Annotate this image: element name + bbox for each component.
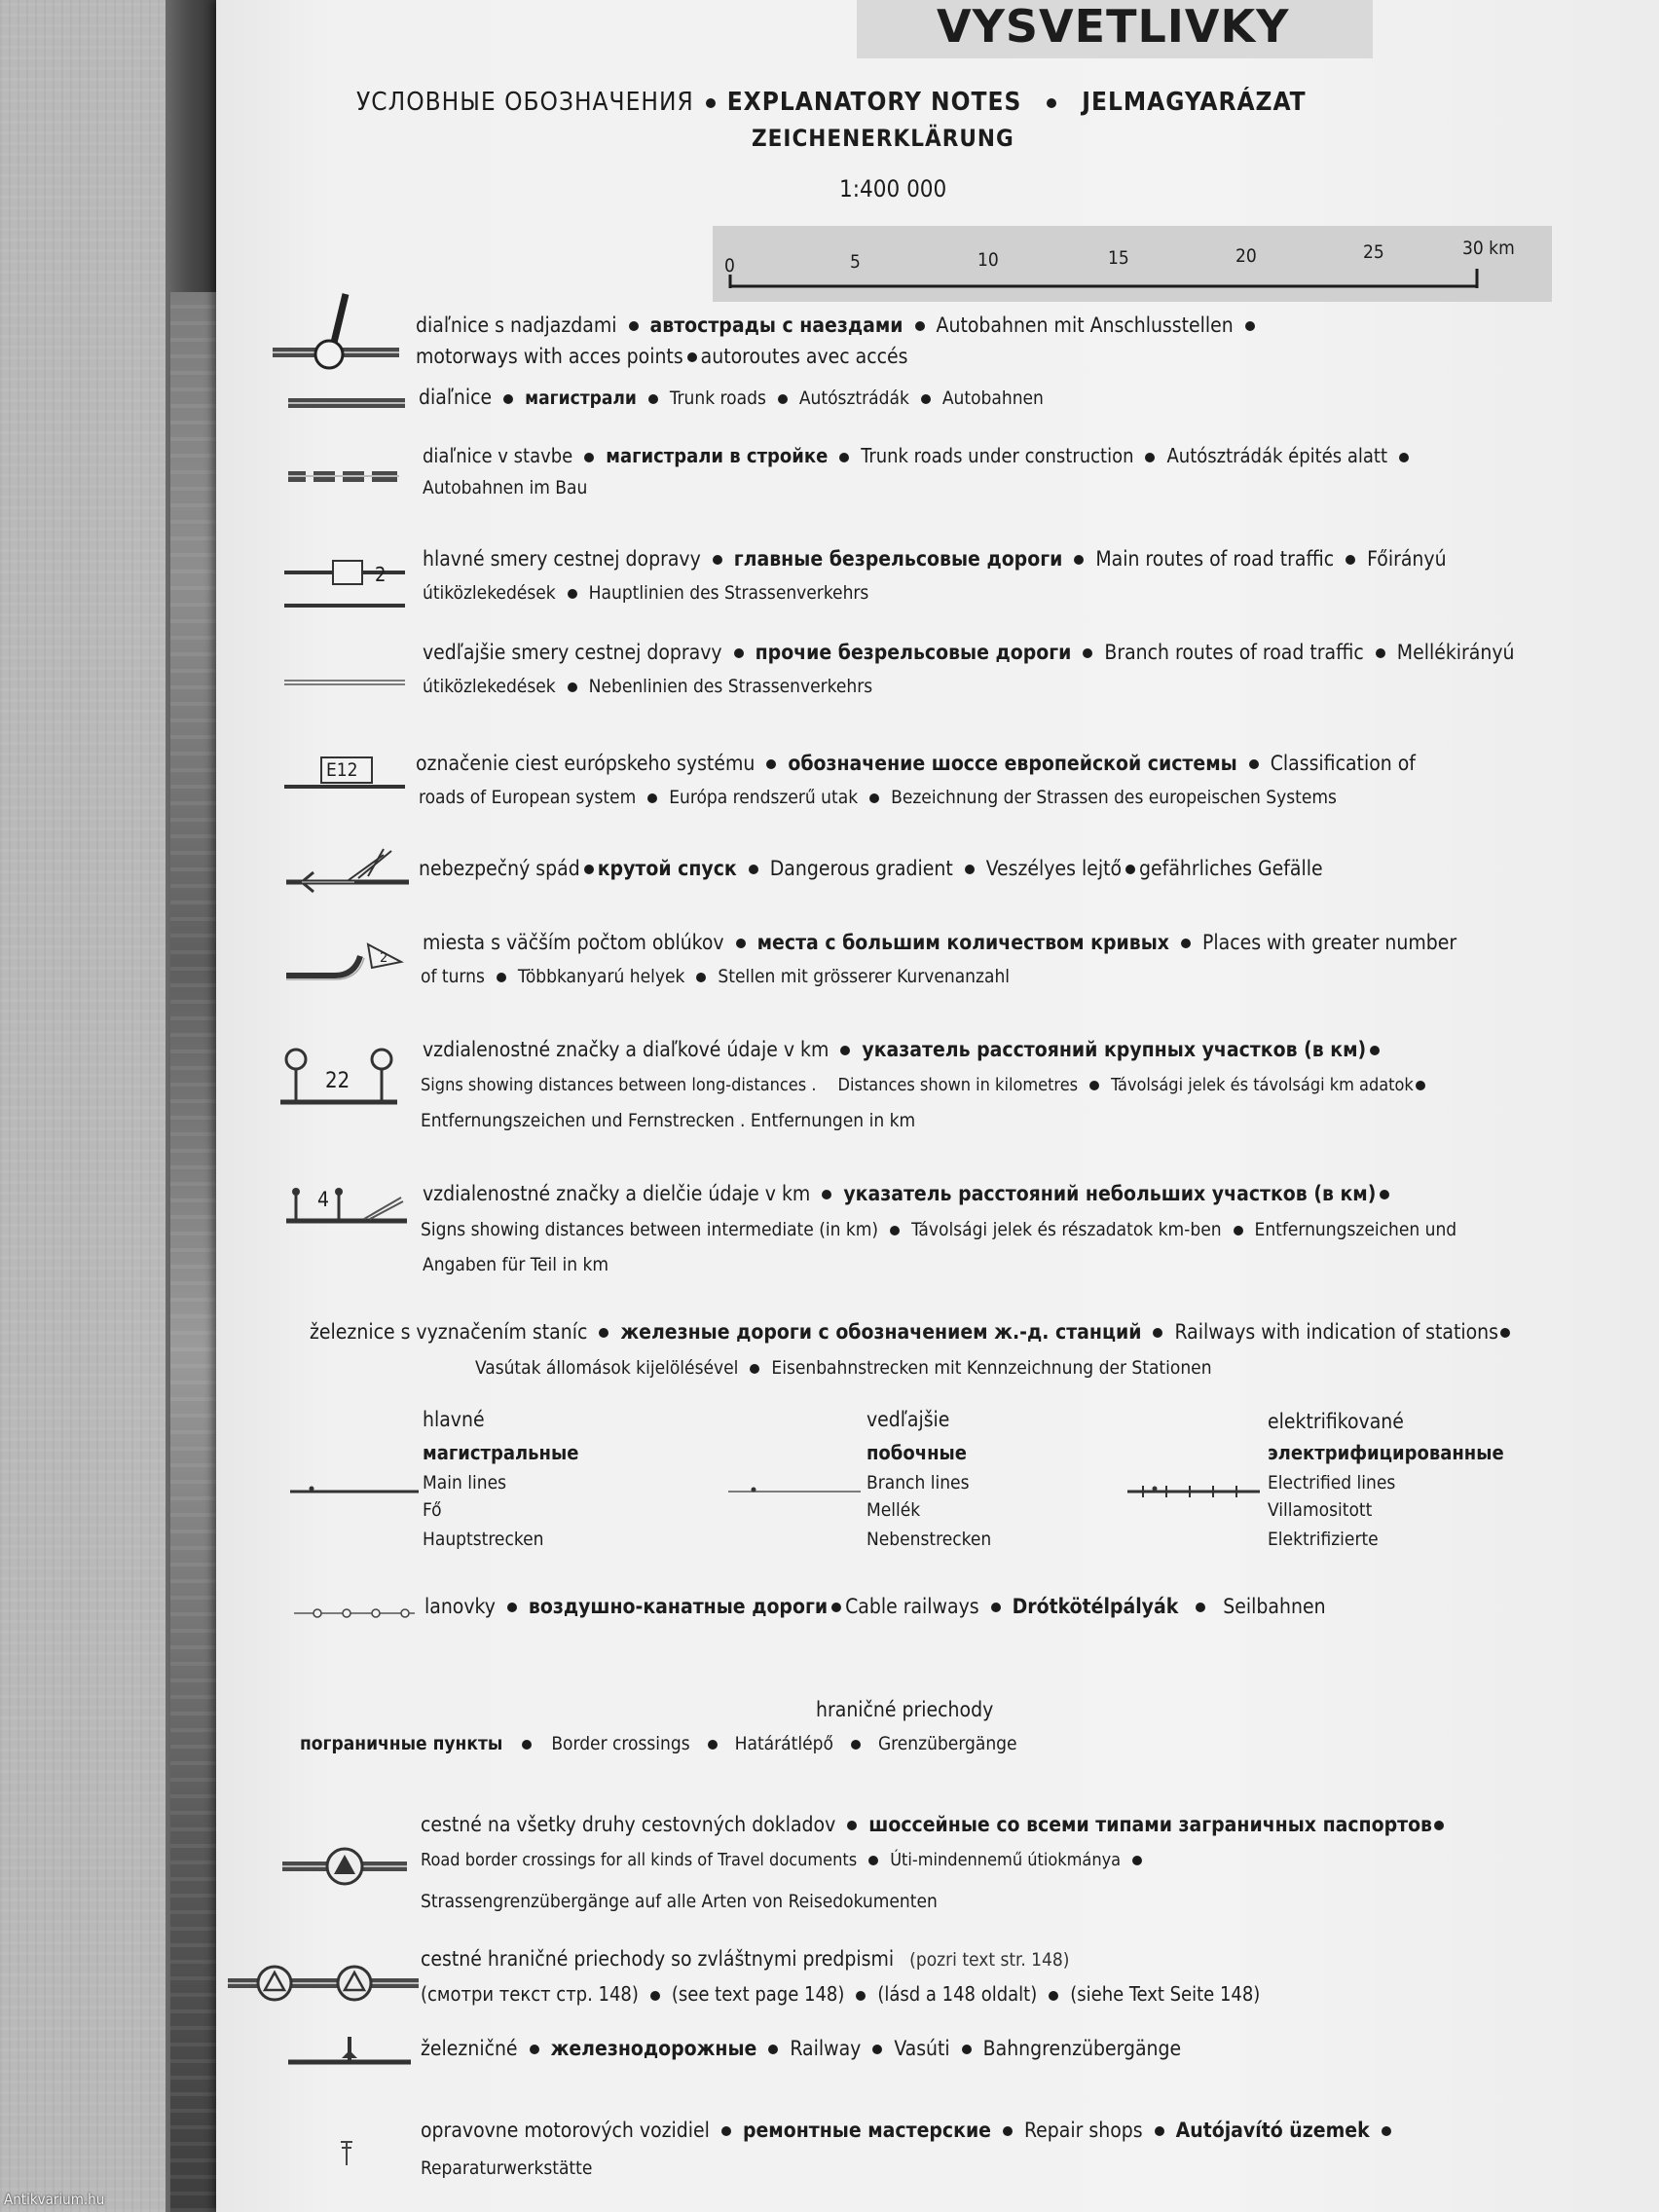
scale-tick-label: 30 km	[1462, 238, 1515, 259]
branch-railway-symbol	[728, 1484, 861, 1495]
long-distance-line-1: vzdialenostné značky a diaľkové údaje v km указатель расстояний крупных участков (в км)	[423, 1038, 1383, 1062]
main-railway-symbol	[290, 1484, 419, 1495]
branch-routes-line-2: útiközlekedések Nebenlinien des Strassenverkehrs	[423, 676, 873, 697]
scale-tick-label: 25	[1363, 241, 1384, 263]
subtitle-english: EXPLANATORY NOTES	[726, 88, 1022, 117]
gradient-symbol	[286, 849, 409, 888]
subtitle-russian: УСЛОВНЫЕ ОБОЗНАЧЕНИЯ	[356, 88, 694, 117]
border-line: пограничные пункты Border crossings Határátlépő Grenzübergänge	[300, 1733, 1017, 1754]
railways-line-2: Vasútak állomások kijelölésével Eisenbahnstrecken mit Kennzeichnung der Stationen	[475, 1357, 1212, 1379]
road-border-line-3: Strassengrenzübergänge auf alle Arten von Reisedokumenten	[421, 1891, 938, 1912]
gradient-line: nebezpečný spád крутой спуск Dangerous gradient Veszélyes lejtő gefährliches Gefälle	[419, 857, 1323, 880]
scale-tick-label: 15	[1108, 247, 1129, 269]
main-route-symbol	[284, 557, 405, 611]
scale-tick-label: 5	[850, 251, 861, 273]
legend-page: VYSVETLIVKY УСЛОВНЫЕ ОБОЗНАЧЕНИЯ EXPLANATORY NOTES JELMAGYARÁZAT ZEICHENERKLÄRUNG 1:400 000 0 5 10 15 20 25 30 km diaľnice s nadjazdami автострады с наездами Autobahnen mit Anschlusstellen motorways with acces points autoroutes avec accés diaľnice магистрали Trunk roads Autósztrádák Autobahnen diaľnice v stavbe магистрали в стройке Trunk roads under construction Autósztrádák épités alatt Autobahnen im Bau 2 hlavné smery cestnej dopravy главные безрельсовые дороги Main routes of road traffic Főirányú útiközlekedések Hauptlinien des Strassenverkehrs vedľajšie smery cestnej dopravy прочие безрельсовые дороги Branch routes of road traffic Mellékirányú útiközlekedések Nebenlinien des Strassenverkehrs E12 označenie ciest európskeho systému обозначение шоссе европейской системы Classification of roads of European system Európa rendszerű utak Bezeichnung der Strassen des europeischen Systems nebezpečný spád крутой спуск Dangerous gradient Veszélyes lejtő gefährliches Gefälle 2 miesta s väčším počtom oblúkov места с большим количеством кривых Places with greater number of turns Többkanyarú helyek Stellen mit grösserer Kurvenanzahl 22 vzdialenostné značky a diaľkové údaje v km указатель расстояний крупных участков (в км) Signs showing distances between long-distances . Distances shown in kilometres Távolsági jelek és távolsági km adatok Entfernungszeichen und Fernstrecken . Entfernungen in km 4 vzdialenostné značky a dielčie údaje v km указатель расстояний небольших участков (в км) Signs showing distances between intermediate (in km) Távolsági jelek és részadatok km-ben Entfernungszeichen und Angaben für Teil in km železnice s vyznačením staníc железные дороги с обозначением ж.-д. станций Railways with indication of stations Vasútak állomások kijelölésével Eisenbahnstrecken mit Kennzeichnung der Stationen hlavné магистральные Main lines Fő Hauptstrecken vedľajšie побочные Branch lines Mellék Nebenstrecken elektrifikované электрифицированные Electrified lines Villamositott Elektrifizierte lanovky воздушно-канатные дороги Cable railways Drótkötélpályák Seilbahnen hraničné priechody пограничные пункты Border crossings Határátlépő Grenzübergänge cestné na všetky druhy cestovných dokladov шоссейные со всеми типами заграничных паспортов Road border crossings for all kinds of Travel documents Úti-mindennemű útiokmánya Strassengrenzübergänge auf alle Arten von Reisedokumenten cestné hraničné priechody so zvláštnymi predpismi (pozri text str. 148) (смотри текст стр. 148) (see text page 148) (lásd a 148 oldalt) (siehe Text Seite 148) železničné железнодорожные Railway Vasúti Bahngrenzübergänge opravovne motorových vozidiel ремонтные мастерские Repair shops Autójavító üzemek Reparaturwerkstätte	[216, 0, 1659, 2212]
turns-line-2: of turns Többkanyarú helyek Stellen mit grösserer Kurvenanzahl	[421, 966, 1011, 987]
road-border-line-1: cestné na všetky druhy cestovných dokladov шоссейные со всеми типами заграничных паспортов	[421, 1813, 1446, 1837]
cable-railway-symbol	[294, 1606, 415, 1620]
repair-shop-symbol	[337, 2138, 356, 2169]
subtitle-german: ZEICHENERKLÄRUNG	[752, 125, 1014, 152]
rail-border-line: železničné железнодорожные Railway Vasúti Bahngrenzübergänge	[421, 2037, 1182, 2060]
cable-railways-line: lanovky воздушно-канатные дороги Cable railways Drótkötélpályák Seilbahnen	[424, 1595, 1326, 1618]
railways-line-1: železnice s vyznačením staníc железные дороги с обозначением ж.-д. станций Railways with indication of stations	[310, 1320, 1512, 1345]
repair-line-1: opravovne motorových vozidiel ремонтные мастерские Repair shops Autójavító üzemek	[421, 2119, 1403, 2143]
construction-line-2: Autobahnen im Bau	[423, 477, 588, 498]
scale-tick-label: 0	[724, 255, 735, 276]
subtitle-line	[356, 88, 1307, 118]
background-fabric	[0, 0, 166, 2212]
border-title: hraničné priechody	[816, 1698, 994, 1721]
subtitle-hungarian: JELMAGYARÁZAT	[1082, 88, 1307, 117]
intermediate-distance-symbol	[286, 1186, 407, 1229]
watermark: Antikvarium.hu	[4, 2191, 105, 2208]
long-distance-line-3: Entfernungszeichen und Fernstrecken . Entfernungen in km	[421, 1110, 916, 1131]
trunk-roads-line: diaľnice магистрали Trunk roads Autósztrádák Autobahnen	[419, 386, 1044, 409]
motorways-line-2: motorways with acces points autoroutes avec accés	[416, 345, 908, 368]
rail-border-crossing-symbol	[288, 2037, 411, 2070]
repair-line-2: Reparaturwerkstätte	[421, 2157, 593, 2179]
construction-line-1: diaľnice v stavbe магистрали в стройке Trunk roads under construction Autósztrádák épités alatt	[423, 444, 1420, 467]
european-route-label: E12	[326, 759, 358, 781]
scale-ratio: 1:400 000	[839, 175, 947, 203]
scale-tick-label: 20	[1235, 245, 1257, 267]
intermediate-line-2: Signs showing distances between intermediate (in km) Távolsági jelek és részadatok km-ben Entfernungszeichen und	[421, 1219, 1457, 1240]
special-border-line-1: cestné hraničné priechody so zvláštnymi predpismi (pozri text str. 148)	[421, 1947, 1070, 1971]
turns-line-1: miesta s väčším počtom oblúkov места с большим количеством кривых Places with greater number	[423, 931, 1457, 954]
intermediate-line-1: vzdialenostné značky a dielčie údaje v km указатель расстояний небольших участков (в км)	[423, 1182, 1393, 1206]
subtitle-german-line	[752, 125, 1014, 153]
long-distance-number: 22	[325, 1069, 350, 1093]
svg-text:2: 2	[380, 951, 388, 966]
motorways-line-1: diaľnice s nadjazdami автострады с наездами Autobahnen mit Anschlusstellen	[416, 313, 1267, 338]
branch-route-symbol	[284, 678, 405, 687]
scale-bar	[713, 226, 1552, 302]
main-routes-line-2: útiközlekedések Hauptlinien des Strassenverkehrs	[423, 582, 869, 604]
scale-tick-label: 10	[977, 249, 999, 271]
main-routes-line-1: hlavné smery cestnej dopravy главные безрельсовые дороги Main routes of road traffic Főirányú	[423, 547, 1447, 571]
page-title: VYSVETLIVKY	[937, 0, 1290, 53]
turns-symbol	[286, 937, 407, 985]
special-border-crossing-symbol	[228, 1963, 419, 2006]
main-route-number: 2	[375, 563, 387, 586]
trunk-road-symbol	[288, 394, 405, 414]
european-line-1: označenie ciest európskeho systému обозначение шоссе европейской системы Classification of	[416, 752, 1416, 775]
european-line-2: roads of European system Európa rendszerű utak Bezeichnung der Strassen des europeischen Systems	[419, 787, 1337, 808]
construction-road-symbol	[288, 469, 399, 485]
special-border-line-2: (смотри текст стр. 148) (see text page 148) (lásd a 148 oldalt) (siehe Text Seite 148)	[421, 1982, 1261, 2006]
intermediate-line-3: Angaben für Teil in km	[423, 1254, 609, 1275]
electrified-railway-symbol	[1127, 1484, 1260, 1499]
road-border-line-2: Road border crossings for all kinds of Travel documents Úti-mindennemű útiokmánya	[421, 1850, 1154, 1871]
branch-routes-line-1: vedľajšie smery cestnej dopravy прочие безрельсовые дороги Branch routes of road traffic Mellékirányú	[423, 641, 1515, 664]
long-distance-line-2: Signs showing distances between long-distances . Distances shown in kilometres Távolsági jelek és távolsági km adatok	[421, 1075, 1427, 1096]
intermediate-distance-number: 4	[317, 1188, 330, 1211]
road-border-crossing-symbol	[282, 1846, 407, 1889]
